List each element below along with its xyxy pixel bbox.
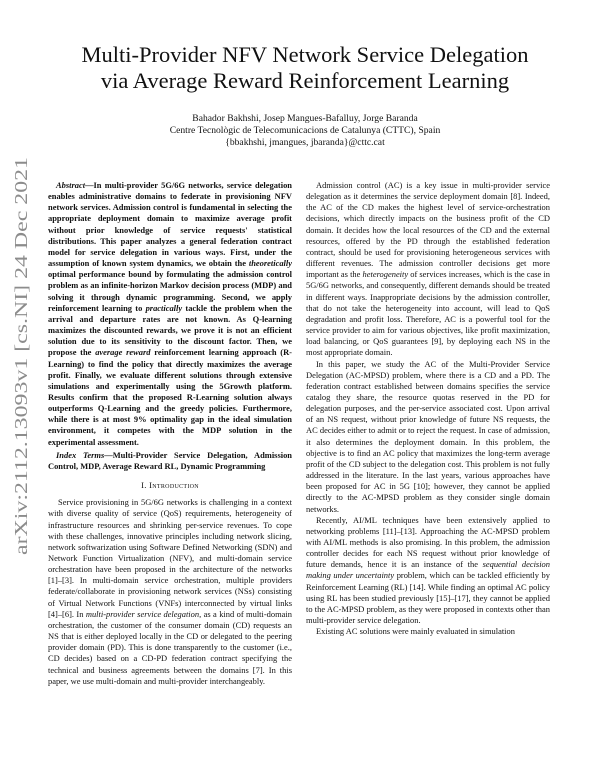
paper-title xyxy=(40,42,570,94)
index-terms xyxy=(48,450,292,472)
body-paragraph xyxy=(306,359,550,515)
body-paragraph xyxy=(306,515,550,627)
abstract-text: —In multi-provider 5G/6G networks, service delegation enables administrative domains to federate in provisioning NFV network services. Admission control is fundamental in selecting the appropriate deployment domain to maximize average profit without prior knowledge of service requests' statistical distributions. This paper analyzes a general federation contract model for service delegation in various ways. First, under the assumption of known system dynamics, we obtain the xyxy=(48,180,292,269)
right-column xyxy=(306,180,550,637)
author-affiliation: Centre Tecnològic de Telecomunicacions de Catalunya (CTTC), Spain xyxy=(169,125,441,136)
paragraph-text: Service provisioning in 5G/6G networks is challenging in a context with diverse quality of service (QoS) requirements, heterogeneity of infrastructure resources and shrinking per-service revenues. To cope with these challenges, innovative principles including network slicing, network softwarization using Software Defined Networking (SDN) and Network Function Virtualization (NFV), and multi-domain service orchestration have been proposed in the architecture of the networks [1]–[3]. In multi-domain service orchestration, multiple providers federate/collaborate in provisioning network services (NSs) consisting of Virtual Network Functions (VNFs) interconnected by virtual links [4]–[6]. In xyxy=(48,497,292,619)
abstract-lead: Abstract xyxy=(56,180,86,190)
author-names: Bahador Bakhshi, Josep Mangues-Bafalluy, Jorge Baranda xyxy=(192,113,418,124)
paragraph-emphasis: heterogeneity xyxy=(362,269,409,280)
paragraph-text: , as a kind of multi-domain orchestration, the customer of the consumer domain (CD) requests an NS that is either deployed locally in the CD or delegated to the peering provider domain (PD). This is done transparently to the customer (i.e., CD decides) based on a CD-PD federation contract specifying the technical and business agreements between the domains [7]. In this paper, we use multi-domain and multi-provider interchangeably. xyxy=(48,608,292,686)
paragraph-emphasis: sequential decision making under uncertainty xyxy=(306,559,550,581)
abstract-text: optimal performance bound by formulating the admission control problem as an infinite-horizon Markov decision process (MDP) and solving it through dynamic programming. Second, we apply reinforcement learning to xyxy=(48,269,292,313)
index-terms-lead: Index Terms xyxy=(56,449,105,460)
abstract-emphasis: practically xyxy=(145,302,183,313)
body-paragraph xyxy=(306,626,550,637)
arxiv-stamp-text: arXiv:2112.13093v1 [cs.NI] 24 Dec 2021 xyxy=(11,263,31,555)
abstract-text: reinforcement learning approach (R-Learning) to find the policy that directly maximizes the average profit. Finally, we evaluate different solutions through extensive simulations and experimentally using the 5Growth platform. Results confirm that the proposed R-Learning solution always outperforms Q-Learning and the greedy policies. Furthermore, while there is at most 9% optimality gap in the ideal simulation environment, it competes with the MDP solution in the experimental assessment. xyxy=(48,347,292,447)
body-paragraph xyxy=(306,180,550,359)
index-terms-text: —Multi-Provider Service Delegation, Admission Control, MDP, Average Reward RL, Dynamic Programming xyxy=(48,449,292,471)
abstract-text: tackle the problem when the arrival and departure rates are not known. As Q-learning maximizes the discounted rewards, we prove it is not an efficient solution due to its sensitivity to the discount factor. Then, we propose the xyxy=(48,302,292,358)
title-line-1: Multi-Provider NFV Network Service Delegation xyxy=(81,42,529,67)
intro-paragraph xyxy=(48,497,292,687)
paragraph-text: Existing AC solutions were mainly evaluated in simulation xyxy=(316,626,515,637)
paragraph-text: In this paper, we study the AC of the Multi-Provider Service Delegation (AC-MPSD) problem, where there is a CD and a PD. The federation contract established between domains specifies the service catalog they share, the resource quotas reserved in the PD for delegation purposes, and the per-service associated cost. Upon arrival of an NS request, without prior knowledge of future NS requests, the AC decides either to admit or to reject the request. In case of admission, it also determines the deployment domain. In this problem, the objective is to find an AC policy that maximizes the long-term average profit of the CD subject to the delegation cost. This problem is not fully addressed in the literature. In the last years, various approaches have been proposed for AC in 5G [10]; however, they cannot be applied directly to the AC-MPSD problem as they consider single domain networks. xyxy=(306,358,550,514)
left-column xyxy=(48,180,292,687)
paragraph-text: Admission control (AC) is a key issue in multi-provider service delegation as it determines the service deployment domain [8]. Indeed, the AC of the CD makes the highest level of service-orchestration decisions, which directly impacts on the business profit of the CD domain. It decides how the local resources of the CD and the external resources, offered by the PD through the established federation contract, should be used for provisioning heterogeneous services with different revenues. The admission controller decisions get more important as the xyxy=(306,180,550,280)
section-heading-introduction: I. Introduction xyxy=(141,480,199,491)
author-emails: {bbakhshi, jmangues, jbaranda}@cttc.cat xyxy=(225,137,385,148)
paragraph-text: problem, which can be tackled efficiently by Reinforcement Learning (RL) [14]. While finding an optimal AC policy using RL has been studied previously [15]–[17], they cannot be applied to the AC-MPSD problem, as they were proposed in contexts other than multi-provider service delegation. xyxy=(306,570,550,626)
paragraph-text: of services increases, which is the case in 5G/6G networks, and consequently, different demands should be treated in different ways. Inappropriate decisions by the admission controller, that do not take the heterogeneity into account, will lead to QoS degradation and profit loss. Therefore, AC is a powerful tool for the service provider to aim for various objectives, like profit maximization, load balancing, or QoS guarantees [9], by deploying each NS in the most appropriate domain. xyxy=(306,269,550,358)
paragraph-text: Recently, AI/ML techniques have been extensively applied to networking problems [11]–[13]. Approaching the AC-MPSD problem with AI/ML methods is also promising. In this problem, the admission controller decides for each NS request without prior knowledge of future demands, hence it is an instance of the xyxy=(306,514,550,570)
author-block xyxy=(40,113,570,149)
arxiv-stamp xyxy=(6,150,36,560)
abstract-emphasis: theoretically xyxy=(248,258,292,269)
title-line-2: via Average Reward Reinforcement Learning xyxy=(100,68,510,93)
abstract-emphasis: average reward xyxy=(95,347,151,358)
paragraph-emphasis: multi-provider service delegation xyxy=(85,608,200,619)
abstract xyxy=(48,180,292,448)
